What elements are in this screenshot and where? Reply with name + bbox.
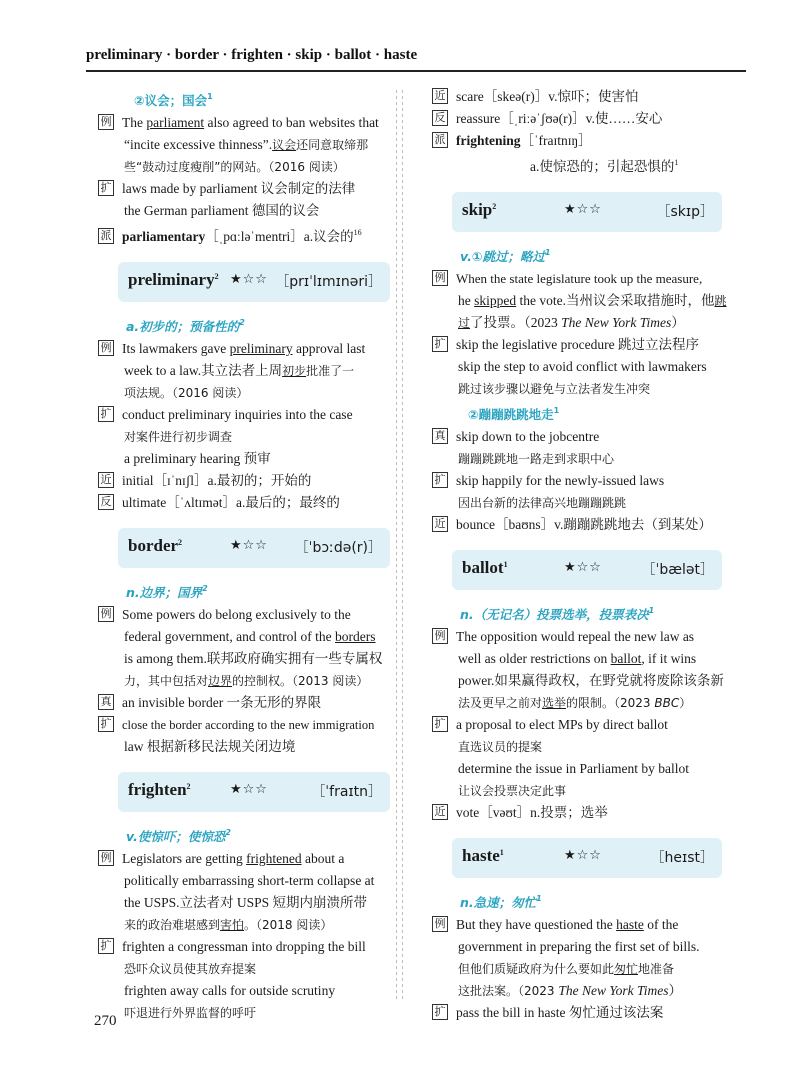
example-line: 过了投票。（2023 The New York Times）: [458, 315, 685, 330]
extension-line: 对案件进行初步调查: [124, 430, 233, 444]
derivative-line: 派 frightening［ˈfraɪtnɪŋ］: [432, 130, 722, 152]
headword: ballot$^1$: [462, 558, 508, 577]
phonetic: ［ˈbɔːdə(r)］: [294, 540, 382, 556]
extension-tag: 扩: [98, 938, 114, 954]
headword: skip$^2$: [462, 200, 497, 219]
extension-tag: 扩: [98, 716, 114, 732]
rating-stars: ★☆☆: [230, 272, 268, 287]
example-line: well as older restrictions on ballot, if it wins: [458, 651, 697, 666]
rating-stars: ★☆☆: [230, 782, 268, 797]
phonetic: ［ˈbælət］: [641, 562, 714, 578]
headword: frighten$^2$: [128, 780, 191, 799]
example-tag: 例: [98, 340, 114, 356]
phonetic: ［ˈfraɪtn］: [311, 784, 382, 800]
example-tag: 例: [432, 628, 448, 644]
example-tag: 例: [432, 916, 448, 932]
derivative-definition: a.使惊恐的；引起恐惧的$^1$: [530, 158, 679, 174]
synonym-line: 近 initial［ɪˈnɪʃl］a.最初的；开始的: [98, 470, 390, 492]
synonym-tag: 近: [432, 88, 448, 104]
synonym-tag: 近: [432, 804, 448, 820]
antonym-tag: 反: [98, 494, 114, 510]
derivative-tag: 派: [432, 132, 448, 148]
example-line: 例 Some powers do belong exclusively to the: [98, 604, 390, 626]
example-line: 例 But they have questioned the haste of the: [432, 914, 722, 936]
example-tag: 例: [98, 606, 114, 622]
example-line: is among them.联邦政府确实拥有一些专属权: [124, 651, 383, 666]
antonym-line: 反 reassure［ˌriːəˈʃʊə(r)］v.使……安心: [432, 108, 722, 130]
sense-2: ②蹦蹦跳跳地走$^1$: [468, 406, 560, 422]
extension-tag: 扩: [98, 406, 114, 422]
headword-box-skip: [452, 192, 722, 232]
example-tag: 例: [432, 270, 448, 286]
example-line: the USPS.立法者对 USPS 短期内崩溃所带: [124, 895, 368, 910]
headword-box-preliminary: [118, 262, 390, 302]
example-line: 力，其中包括对边界的控制权。（2013 阅读）: [124, 674, 369, 688]
real-exam-line: 蹦蹦跳跳地一路走到求职中心: [458, 452, 615, 466]
synonym-line: 近 vote［vəʊt］n.投票；选举: [432, 802, 722, 824]
page-header: [86, 46, 746, 72]
example-line: 但他们质疑政府为什么要如此匆忙地准备: [458, 962, 675, 976]
example-line: 例 Its lawmakers gave preliminary approval last: [98, 338, 390, 360]
real-exam-tag: 真: [432, 428, 448, 444]
extension-tag: 扩: [432, 472, 448, 488]
extension-line: the German parliament 德国的议会: [124, 203, 320, 218]
antonym-line: 反 ultimate［ˈʌltɪmət］a.最后的；最终的: [98, 492, 390, 514]
parliament-sense-2: ②议会；国会$^1$: [134, 92, 213, 108]
extension-line: 扩 skip the legislative procedure 跳过立法程序: [432, 334, 722, 356]
headword-box-frighten: [118, 772, 390, 812]
synonym-line: 近 bounce［baʊns］v.蹦蹦跳跳地去（到某处）: [432, 514, 722, 536]
extension-line: 扩 close the border according to the new immigration: [98, 714, 390, 736]
extension-line: 扩 a proposal to elect MPs by direct ballot: [432, 714, 722, 736]
example-line: 来的政治难堪感到害怕。（2018 阅读）: [124, 918, 333, 932]
extension-line: 扩 laws made by parliament 议会制定的法律: [98, 178, 390, 200]
sense: n.（无记名）投票选举，投票表决$^1$: [460, 606, 655, 622]
extension-line: 直选议员的提案: [458, 740, 543, 754]
extension-line: 吓退进行外界监督的呼吁: [124, 1006, 257, 1020]
real-exam-line: 真 an invisible border 一条无形的界限: [98, 692, 390, 714]
extension-line: a preliminary hearing 预审: [124, 451, 271, 466]
extension-line: 跳过该步骤以避免与立法者发生冲突: [458, 382, 651, 396]
example-line: politically embarrassing short-term collapse at: [124, 873, 375, 888]
example-line: 法及更早之前对选举的限制。（2023 BBC）: [458, 696, 692, 710]
example-line: federal government, and control of the borders: [124, 629, 376, 644]
phonetic: ［prɪˈlɪmɪnəri］: [275, 274, 382, 290]
extension-line: frighten away calls for outside scrutiny: [124, 983, 336, 998]
sense: n.边界；国界$^2$: [126, 584, 208, 600]
example-tag: 例: [98, 114, 114, 130]
extension-line: 扩 pass the bill in haste 匆忙通过该法案: [432, 1002, 722, 1024]
left-column: [98, 86, 390, 1024]
rating-stars: ★☆☆: [564, 202, 602, 217]
synonym-tag: 近: [432, 516, 448, 532]
extension-line: 扩 conduct preliminary inquiries into the case: [98, 404, 390, 426]
extension-line: 因出台新的法律高兴地蹦蹦跳跳: [458, 496, 627, 510]
phonetic: ［skɪp］: [656, 204, 714, 220]
derivative-line: 派 parliamentary［ˌpɑːləˈmentri］a.议会的$^{16}$: [98, 222, 390, 248]
phonetic: ［heɪst］: [650, 850, 714, 866]
headword-box-haste: [452, 838, 722, 878]
extension-line: law 根据新移民法规关闭边境: [124, 739, 296, 754]
page-number: 270: [94, 1013, 117, 1029]
example-line: he skipped the vote.当州议会采取措施时，他跳: [458, 293, 727, 308]
synonym-line: 近 scare［skeə(r)］v.惊吓；使害怕: [432, 86, 722, 108]
real-exam-line: 真 skip down to the jobcentre: [432, 426, 722, 448]
extension-line: 恐吓众议员使其放弃提案: [124, 962, 257, 976]
example-tag: 例: [98, 850, 114, 866]
header-title: preliminary · border · frighten · skip · ballot · haste: [86, 47, 418, 63]
headword: haste$^1$: [462, 846, 504, 865]
extension-line: 扩 frighten a congressman into dropping the bill: [98, 936, 390, 958]
headword: preliminary$^2$: [128, 270, 219, 289]
example-line: power.如果赢得政权，在野党就将废除该条新: [458, 673, 724, 688]
example-line: 例 The opposition would repeal the new law as: [432, 626, 722, 648]
sense: n.急速；匆忙$^1$: [460, 894, 542, 910]
derivative-tag: 派: [98, 228, 114, 244]
antonym-tag: 反: [432, 110, 448, 126]
extension-tag: 扩: [432, 336, 448, 352]
extension-line: determine the issue in Parliament by ballot: [458, 761, 689, 776]
extension-line: 让议会投票决定此事: [458, 784, 567, 798]
extension-tag: 扩: [432, 716, 448, 732]
headword-box-ballot: [452, 550, 722, 590]
headword: border$^2$: [128, 536, 183, 555]
example-line: 例 When the state legislature took up the measure,: [432, 268, 722, 290]
example-line: 这批法案。（2023 The New York Times）: [458, 983, 683, 998]
sense: a.初步的；预备性的$^2$: [126, 318, 245, 334]
right-column: [432, 86, 727, 1024]
rating-stars: ★☆☆: [230, 538, 268, 553]
column-divider: [393, 90, 407, 1000]
example-line: week to a law.其立法者上周初步批准了一: [124, 363, 355, 378]
headword-box-border: [118, 528, 390, 568]
sense: v.使惊吓；使惊恐$^2$: [126, 828, 231, 844]
example-line: government in preparing the first set of bills.: [458, 939, 700, 954]
example-line: 例 Legislators are getting frightened about a: [98, 848, 390, 870]
extension-line: 扩 skip happily for the newly-issued laws: [432, 470, 722, 492]
sense-1: v.①跳过；略过$^1$: [460, 248, 551, 264]
real-exam-tag: 真: [98, 694, 114, 710]
example-line: 例 The parliament also agreed to ban websites that: [98, 112, 390, 134]
example-line: “incite excessive thinness”.议会还同意取缔那: [124, 137, 369, 152]
synonym-tag: 近: [98, 472, 114, 488]
example-line: 些“鼓动过度瘦削”的网站。（2016 阅读）: [124, 160, 345, 174]
rating-stars: ★☆☆: [564, 848, 602, 863]
extension-tag: 扩: [98, 180, 114, 196]
example-line: 项法规。（2016 阅读）: [124, 386, 249, 400]
rating-stars: ★☆☆: [564, 560, 602, 575]
extension-line: skip the step to avoid conflict with lawmakers: [458, 359, 707, 374]
extension-tag: 扩: [432, 1004, 448, 1020]
